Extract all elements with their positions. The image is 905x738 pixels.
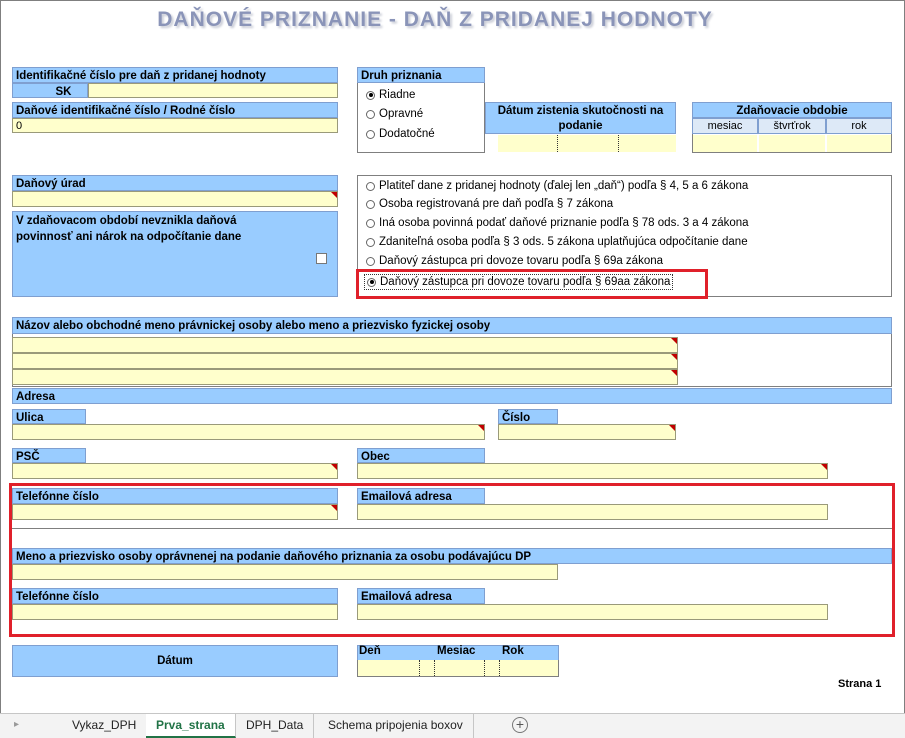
obec-label: Obec [357,448,485,463]
divider [12,528,892,529]
radio-icon [366,200,375,209]
cislo-input[interactable] [498,424,676,440]
platitel-option-6[interactable]: Daňový zástupca pri dovoze tovaru podľa § 69aa zákona [364,274,673,290]
telefon-input[interactable] [12,504,338,520]
obdobie-label: Zdaňovacie obdobie [692,102,892,118]
date-separator [434,660,435,676]
druh-label: Druh priznania [357,67,485,83]
page-number: Strana 1 [838,678,882,690]
ulica-input[interactable] [12,424,485,440]
obdobie-rok-input[interactable] [827,135,891,152]
page-title: DAŇOVÉ PRIZNANIE - DAŇ Z PRIDANEJ HODNOTY [157,8,713,31]
urad-input[interactable] [12,191,338,207]
date-separator [557,135,558,152]
nazov-line-2[interactable] [12,353,678,369]
nevznikla-label: V zdaňovacom období nevznikla daňová povinnosť ani nárok na odpočítanie dane [12,211,338,297]
platitel-option-5[interactable]: Daňový zástupca pri dovoze tovaru podľa § 69a zákona [366,255,663,267]
tax-id-input[interactable]: 0 [12,118,338,133]
platitel-option-4[interactable]: Zdaniteľná osoba podľa § 3 ods. 5 zákona uplatňujúca odpočítanie dane [366,236,748,248]
tab-dph-data[interactable]: DPH_Data [236,714,314,738]
datum-label: Dátum [12,645,338,677]
datum-input[interactable] [358,660,558,676]
obdobie-stvrtrok-label: štvrťrok [758,118,826,134]
datum-zistenia-input[interactable] [498,135,676,152]
den-label: Deň [359,645,381,657]
urad-label: Daňový úrad [12,175,338,191]
scroll-left-icon[interactable]: ▸ [14,719,20,730]
radio-icon [366,91,375,100]
radio-icon [366,257,375,266]
opravnena-email-input[interactable] [357,604,828,620]
radio-icon [366,219,375,228]
cislo-label: Číslo [498,409,558,424]
vat-id-input[interactable] [88,83,338,98]
rok-label: Rok [502,645,524,657]
radio-icon [366,238,375,247]
tax-id-label: Daňové identifikačné číslo / Rodné číslo [12,102,338,118]
nazov-line-1[interactable] [12,337,678,353]
radio-icon [367,278,376,287]
nazov-label: Názov alebo obchodné meno právnickej osoby alebo meno a priezvisko fyzickej osoby [12,317,892,334]
telefon-label: Telefónne číslo [12,488,338,504]
vat-id-label: Identifikačné číslo pre daň z pridanej hodnoty [12,67,338,83]
date-separator [618,135,619,152]
druh-option-dodatocne[interactable]: Dodatočné [366,128,435,140]
obdobie-stvrtrok-input[interactable] [759,135,825,152]
obec-input[interactable] [357,463,828,479]
obdobie-mesiac-label: mesiac [692,118,758,134]
opravnena-name-input[interactable] [12,564,558,580]
platitel-option-3[interactable]: Iná osoba povinná podať daňové priznanie podľa § 78 ods. 3 a 4 zákona [366,217,749,229]
date-separator [499,660,500,676]
email-label: Emailová adresa [357,488,485,504]
tab-schema-pripojenia[interactable]: Schema pripojenia boxov [318,714,474,738]
opravnena-telefon-input[interactable] [12,604,338,620]
radio-icon [366,110,375,119]
mesiac-label: Mesiac [437,645,476,657]
vat-id-prefix: SK [12,83,88,98]
tab-vykaz-dph[interactable]: Vykaz_DPH [62,714,147,738]
obdobie-rok-label: rok [826,118,892,134]
add-sheet-icon[interactable]: + [512,717,528,733]
opravnena-telefon-label: Telefónne číslo [12,588,338,604]
opravnena-email-label: Emailová adresa [357,588,485,604]
psc-label: PSČ [12,448,86,463]
platitel-option-1[interactable]: Platiteľ dane z pridanej hodnoty (ďalej len „daň“) podľa § 4, 5 a 6 zákona [366,180,748,192]
radio-icon [366,130,375,139]
ulica-label: Ulica [12,409,86,424]
sheet-tab-bar [0,713,905,738]
radio-icon [366,182,375,191]
opravnena-label: Meno a priezvisko osoby oprávnenej na podanie daňového priznania za osobu podávajúcu DP [12,548,892,564]
psc-input[interactable] [12,463,338,479]
date-separator [484,660,485,676]
nevznikla-checkbox[interactable] [316,253,327,264]
druh-option-opravne[interactable]: Opravné [366,108,423,120]
adresa-label: Adresa [12,388,892,404]
platitel-option-2[interactable]: Osoba registrovaná pre daň podľa § 7 zákona [366,198,613,210]
email-input[interactable] [357,504,828,520]
datum-zistenia-label: Dátum zistenia skutočnosti na podanie [485,102,676,134]
tab-prva-strana[interactable]: Prva_strana [146,714,236,738]
obdobie-mesiac-input[interactable] [693,135,757,152]
nazov-line-3[interactable] [12,369,678,385]
date-separator [419,660,420,676]
druh-option-riadne[interactable]: Riadne [366,89,415,101]
